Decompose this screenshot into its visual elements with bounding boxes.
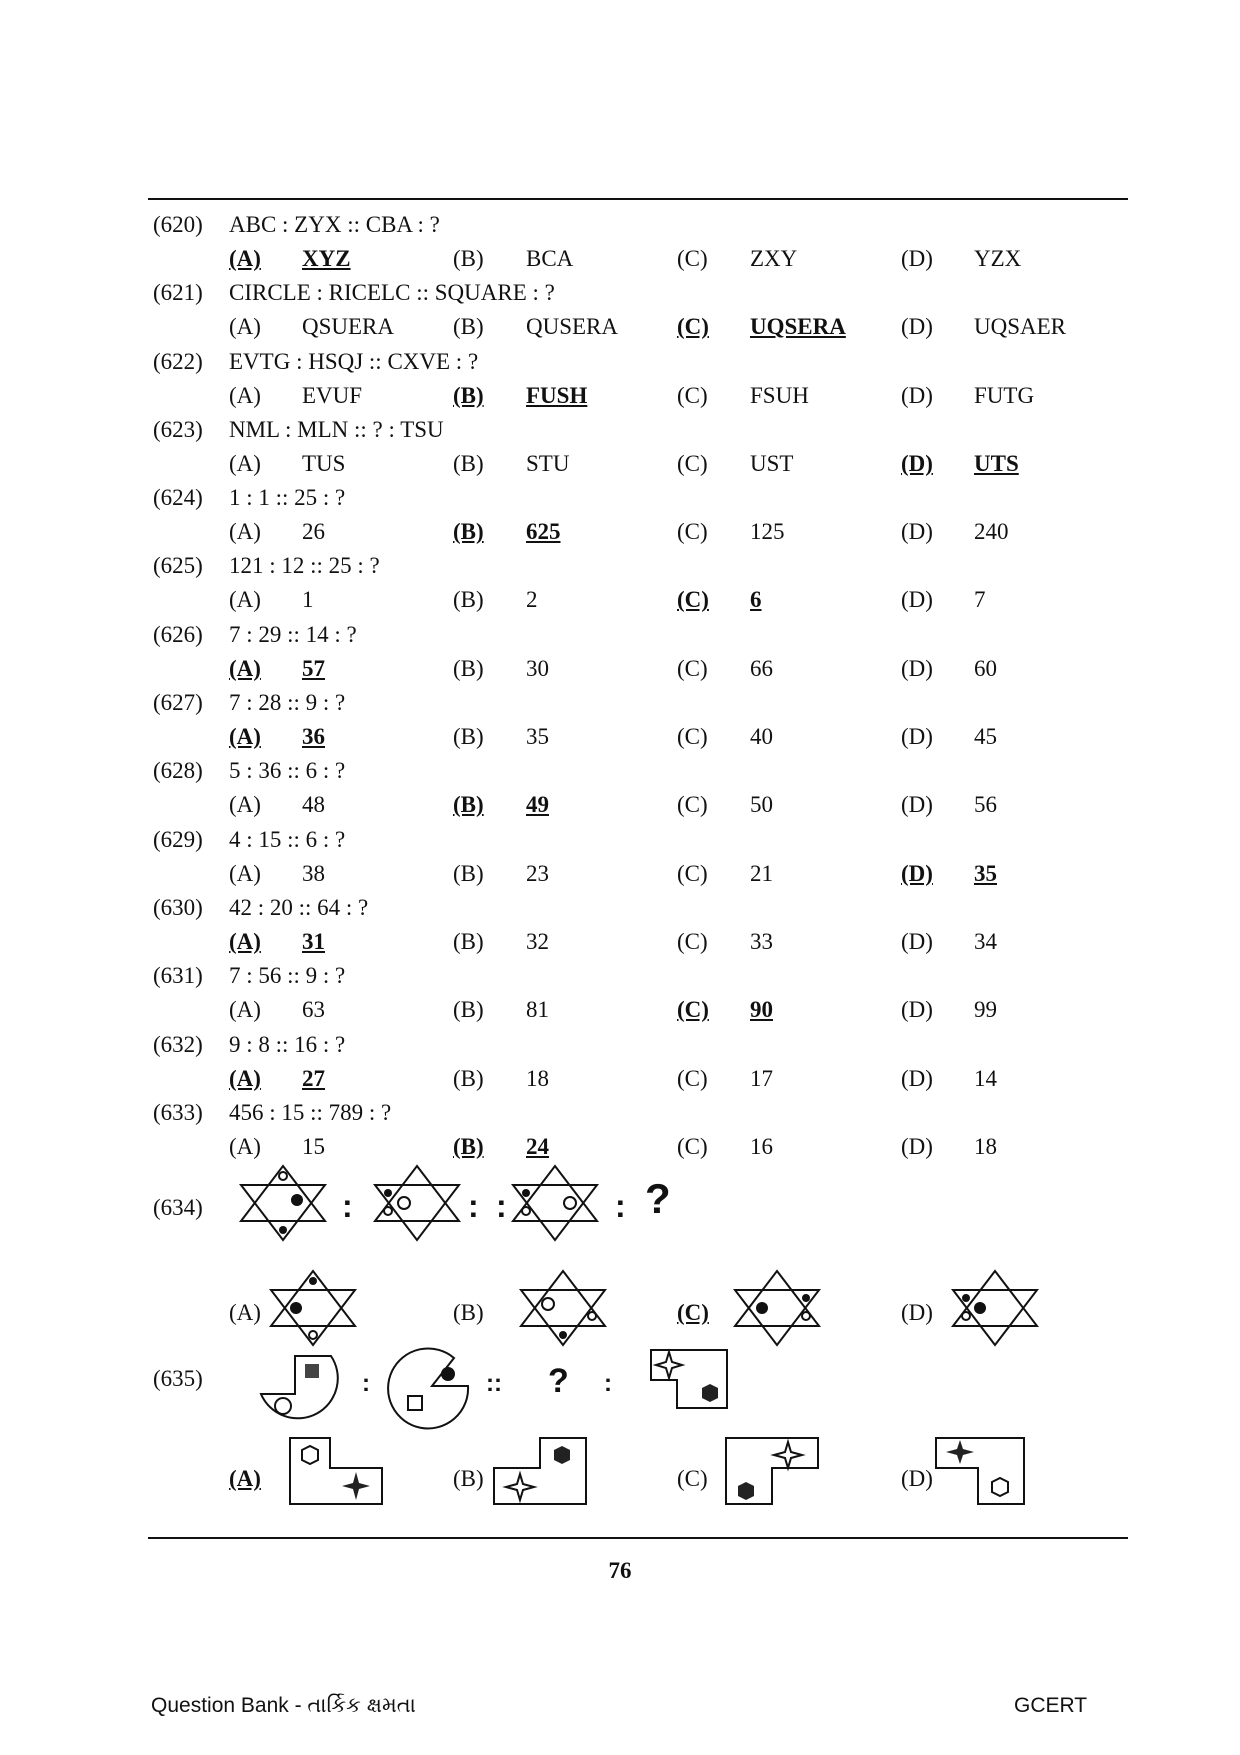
question-text: NML : MLN :: ? : TSU	[229, 416, 444, 442]
option-value[interactable]: 1	[302, 587, 314, 613]
option-letter[interactable]: (C)	[677, 792, 708, 818]
q634-option-a-figure[interactable]	[268, 1268, 358, 1348]
option-row	[0, 1062, 1240, 1096]
option-value[interactable]: EVUF	[302, 382, 363, 408]
option-value[interactable]: 34	[974, 928, 997, 954]
top-rule	[148, 198, 1128, 200]
question-number: (630)	[153, 894, 203, 920]
option-value[interactable]: 30	[526, 655, 549, 681]
question-row	[0, 481, 1240, 515]
option-value[interactable]: 7	[974, 587, 986, 613]
option-letter[interactable]: (B)	[453, 997, 484, 1023]
option-letter[interactable]: (B)	[453, 382, 484, 408]
question-text: CIRCLE : RICELC :: SQUARE : ?	[229, 280, 555, 306]
q635-option-c-figure[interactable]	[722, 1434, 822, 1508]
option-value[interactable]: 21	[750, 860, 773, 886]
option-letter[interactable]: (D)	[901, 860, 933, 886]
option-letter[interactable]: (B)	[453, 860, 484, 886]
q635-figure-2	[388, 1348, 478, 1424]
option-value[interactable]: FUSH	[526, 382, 588, 408]
option-letter[interactable]: (A)	[229, 792, 261, 818]
option-value[interactable]: 26	[302, 519, 325, 545]
question-number: (632)	[153, 1031, 203, 1057]
option-value[interactable]: 56	[974, 792, 997, 818]
question-text: 121 : 12 :: 25 : ?	[229, 553, 380, 579]
page-number: 76	[608, 1558, 632, 1583]
option-value[interactable]: STU	[526, 450, 570, 476]
option-row	[0, 720, 1240, 754]
option-letter[interactable]: (B)	[453, 928, 484, 954]
option-value[interactable]: 45	[974, 724, 997, 750]
option-row	[0, 583, 1240, 617]
option-value[interactable]: 15	[302, 1133, 325, 1159]
q634-separator-1: :	[342, 1188, 353, 1224]
question-text: 42 : 20 :: 64 : ?	[229, 894, 369, 920]
question-row	[0, 618, 1240, 652]
option-letter[interactable]: (C)	[677, 314, 709, 340]
question-text: 4 : 15 :: 6 : ?	[229, 826, 346, 852]
option-letter[interactable]: (C)	[677, 519, 708, 545]
question-number: (627)	[153, 690, 203, 716]
q634-option-d-label[interactable]: (D)	[901, 1300, 933, 1325]
q635-option-b-label[interactable]: (B)	[453, 1466, 484, 1491]
q635-option-a-label[interactable]: (A)	[229, 1466, 261, 1491]
option-letter[interactable]: (D)	[901, 246, 933, 271]
option-letter[interactable]: (D)	[901, 724, 933, 750]
option-value[interactable]: UTS	[974, 450, 1019, 476]
option-value[interactable]: 24	[526, 1133, 549, 1159]
q634-option-a-label[interactable]: (A)	[229, 1300, 261, 1325]
option-value[interactable]: QSUERA	[302, 314, 395, 340]
option-value[interactable]: UST	[750, 450, 794, 476]
option-letter[interactable]: (C)	[677, 928, 708, 954]
option-value[interactable]: 38	[302, 860, 325, 886]
q634-option-b-label[interactable]: (B)	[453, 1300, 484, 1325]
question-row	[0, 686, 1240, 720]
question-text: 9 : 8 :: 16 : ?	[229, 1031, 346, 1057]
question-row	[0, 754, 1240, 788]
q634-separator-4: :	[615, 1188, 626, 1224]
question-number: (621)	[153, 280, 203, 306]
option-value[interactable]: 66	[750, 655, 773, 681]
option-letter[interactable]: (C)	[677, 587, 709, 613]
option-row	[0, 788, 1240, 822]
option-letter[interactable]: (C)	[677, 655, 708, 681]
option-value[interactable]: 35	[526, 724, 549, 750]
option-letter[interactable]: (D)	[901, 587, 933, 613]
question-row	[0, 549, 1240, 583]
option-row	[0, 652, 1240, 686]
option-value[interactable]: 240	[974, 519, 1009, 545]
q635-separator-1: :	[362, 1370, 370, 1397]
option-letter[interactable]: (D)	[901, 928, 933, 954]
question-row	[0, 891, 1240, 925]
question-text: EVTG : HSQJ :: CXVE : ?	[229, 348, 479, 374]
option-value[interactable]: 6	[750, 587, 762, 613]
option-value[interactable]: 31	[302, 928, 325, 954]
question-number: (631)	[153, 963, 203, 989]
question-text: 7 : 29 :: 14 : ?	[229, 621, 357, 647]
option-value[interactable]: 57	[302, 655, 325, 681]
option-value[interactable]: 48	[302, 792, 325, 818]
option-value[interactable]: 33	[750, 928, 773, 954]
option-value[interactable]: 49	[526, 792, 549, 818]
option-letter[interactable]: (A)	[229, 587, 261, 613]
option-value[interactable]: 23	[526, 860, 549, 886]
option-letter[interactable]: (B)	[453, 1133, 484, 1159]
option-row	[0, 242, 1240, 276]
q634-star-2	[372, 1163, 462, 1243]
option-letter[interactable]: (C)	[677, 724, 708, 750]
option-letter[interactable]: (A)	[229, 382, 261, 408]
question-number: (620)	[153, 212, 203, 237]
q635-option-d-figure[interactable]	[932, 1434, 1032, 1508]
option-value[interactable]: ZXY	[750, 246, 798, 271]
option-value[interactable]: 36	[302, 724, 325, 750]
option-value[interactable]: FSUH	[750, 382, 809, 408]
option-row	[0, 857, 1240, 891]
question-number: (628)	[153, 758, 203, 784]
option-row	[0, 925, 1240, 959]
question-row	[0, 413, 1240, 447]
option-value[interactable]: 18	[526, 1065, 549, 1091]
option-letter[interactable]: (B)	[453, 724, 484, 750]
q635-figure-3	[645, 1344, 735, 1414]
q634-option-c-label[interactable]: (C)	[677, 1300, 709, 1325]
question-number: (626)	[153, 621, 203, 647]
option-value[interactable]: 40	[750, 724, 773, 750]
option-value[interactable]: 2	[526, 587, 538, 613]
option-letter[interactable]: (B)	[453, 519, 484, 545]
q635-figure-1	[255, 1348, 345, 1424]
question-row	[0, 276, 1240, 310]
option-value[interactable]: 32	[526, 928, 549, 954]
option-row	[0, 515, 1240, 549]
question-row	[0, 1028, 1240, 1062]
footer-title: Question Bank - તાર્કિક ક્ષમતા	[151, 1694, 416, 1717]
q635-separator-2: ::	[486, 1370, 502, 1397]
question-text: 456 : 15 :: 789 : ?	[229, 1099, 392, 1125]
option-letter[interactable]: (D)	[901, 519, 933, 545]
q635-option-d-label[interactable]: (D)	[901, 1466, 933, 1491]
option-value[interactable]: TUS	[302, 450, 346, 476]
option-letter[interactable]: (C)	[677, 246, 708, 271]
option-letter[interactable]: (D)	[901, 1133, 933, 1159]
option-value[interactable]: UQSAER	[974, 314, 1067, 340]
option-value[interactable]: 16	[750, 1133, 773, 1159]
option-letter[interactable]: (C)	[677, 997, 709, 1023]
option-letter[interactable]: (D)	[901, 655, 933, 681]
question-number: (624)	[153, 485, 203, 511]
option-letter[interactable]: (A)	[229, 1065, 261, 1091]
option-letter[interactable]: (A)	[229, 519, 261, 545]
option-letter[interactable]: (A)	[229, 655, 261, 681]
option-value[interactable]: 18	[974, 1133, 997, 1159]
question-number-634: (634)	[153, 1195, 203, 1220]
q634-star-3	[510, 1163, 600, 1243]
option-value[interactable]: YZX	[974, 246, 1022, 271]
q634-option-c-figure[interactable]	[732, 1268, 822, 1348]
option-letter[interactable]: (C)	[677, 860, 708, 886]
option-value[interactable]: 17	[750, 1065, 773, 1091]
option-value[interactable]: QUSERA	[526, 314, 619, 340]
option-letter[interactable]: (B)	[453, 314, 484, 340]
option-value[interactable]: 90	[750, 997, 773, 1023]
option-letter[interactable]: (D)	[901, 450, 933, 476]
option-letter[interactable]: (A)	[229, 450, 261, 476]
option-letter[interactable]: (A)	[229, 997, 261, 1023]
q635-question-mark: ?	[548, 1362, 569, 1400]
question-row	[0, 1096, 1240, 1130]
option-value[interactable]: 60	[974, 655, 997, 681]
option-row	[0, 1130, 1240, 1164]
option-letter[interactable]: (D)	[901, 792, 933, 818]
q635-option-c-label[interactable]: (C)	[677, 1466, 708, 1491]
question-row	[0, 823, 1240, 857]
option-letter[interactable]: (B)	[453, 587, 484, 613]
option-letter[interactable]: (D)	[901, 314, 933, 340]
option-letter[interactable]: (A)	[229, 1133, 261, 1159]
question-text: 7 : 28 :: 9 : ?	[229, 690, 346, 716]
option-value[interactable]: UQSERA	[750, 314, 846, 340]
option-letter[interactable]: (C)	[677, 1065, 708, 1091]
option-letter[interactable]: (C)	[677, 1133, 708, 1159]
option-value[interactable]: BCA	[526, 246, 574, 271]
bottom-rule	[148, 1537, 1128, 1539]
option-letter[interactable]: (A)	[229, 928, 261, 954]
option-value[interactable]: 99	[974, 997, 997, 1023]
option-letter[interactable]: (C)	[677, 382, 708, 408]
option-letter[interactable]: (D)	[901, 382, 933, 408]
option-value[interactable]: 63	[302, 997, 325, 1023]
option-value[interactable]: 50	[750, 792, 773, 818]
option-letter[interactable]: (D)	[901, 997, 933, 1023]
option-value[interactable]: 14	[974, 1065, 997, 1091]
q634-star-1	[238, 1163, 328, 1243]
option-value[interactable]: 35	[974, 860, 997, 886]
option-letter[interactable]: (A)	[229, 314, 261, 340]
option-value[interactable]: 81	[526, 997, 549, 1023]
question-row	[0, 208, 1240, 242]
option-value[interactable]: 625	[526, 519, 561, 545]
option-letter[interactable]: (B)	[453, 450, 484, 476]
option-letter[interactable]: (B)	[453, 655, 484, 681]
footer-publisher: GCERT	[1014, 1694, 1088, 1717]
option-letter[interactable]: (A)	[229, 724, 261, 750]
question-number: (623)	[153, 416, 203, 442]
question-text: 1 : 1 :: 25 : ?	[229, 485, 346, 511]
option-value[interactable]: 27	[302, 1065, 325, 1091]
question-text: 5 : 36 :: 6 : ?	[229, 758, 346, 784]
q635-option-b-figure[interactable]	[490, 1434, 590, 1508]
q635-separator-3: :	[604, 1370, 612, 1397]
q634-option-d-figure[interactable]	[950, 1268, 1040, 1348]
question-list	[0, 208, 1240, 1164]
option-letter[interactable]: (C)	[677, 450, 708, 476]
q635-option-a-figure[interactable]	[286, 1434, 386, 1508]
option-letter[interactable]: (A)	[229, 860, 261, 886]
question-row	[0, 345, 1240, 379]
question-row	[0, 959, 1240, 993]
option-letter[interactable]: (B)	[453, 792, 484, 818]
option-value[interactable]: 125	[750, 519, 785, 545]
option-value[interactable]: FUTG	[974, 382, 1035, 408]
question-number: (625)	[153, 553, 203, 579]
question-number: (629)	[153, 826, 203, 852]
option-letter[interactable]: (A)	[229, 246, 261, 271]
option-row	[0, 993, 1240, 1027]
q634-separator-3: :	[496, 1188, 507, 1224]
option-value[interactable]: XYZ	[302, 246, 351, 271]
question-number: (622)	[153, 348, 203, 374]
question-number-635: (635)	[153, 1366, 203, 1391]
question-number: (633)	[153, 1099, 203, 1125]
q634-separator-2: :	[468, 1188, 479, 1224]
option-row	[0, 310, 1240, 344]
option-row	[0, 447, 1240, 481]
option-row	[0, 379, 1240, 413]
question-text: 7 : 56 :: 9 : ?	[229, 963, 346, 989]
option-letter[interactable]: (B)	[453, 246, 484, 271]
q634-option-b-figure[interactable]	[518, 1268, 608, 1348]
option-letter[interactable]: (D)	[901, 1065, 933, 1091]
option-letter[interactable]: (B)	[453, 1065, 484, 1091]
question-text: ABC : ZYX :: CBA : ?	[229, 212, 440, 237]
q634-question-mark: ?	[645, 1175, 671, 1222]
